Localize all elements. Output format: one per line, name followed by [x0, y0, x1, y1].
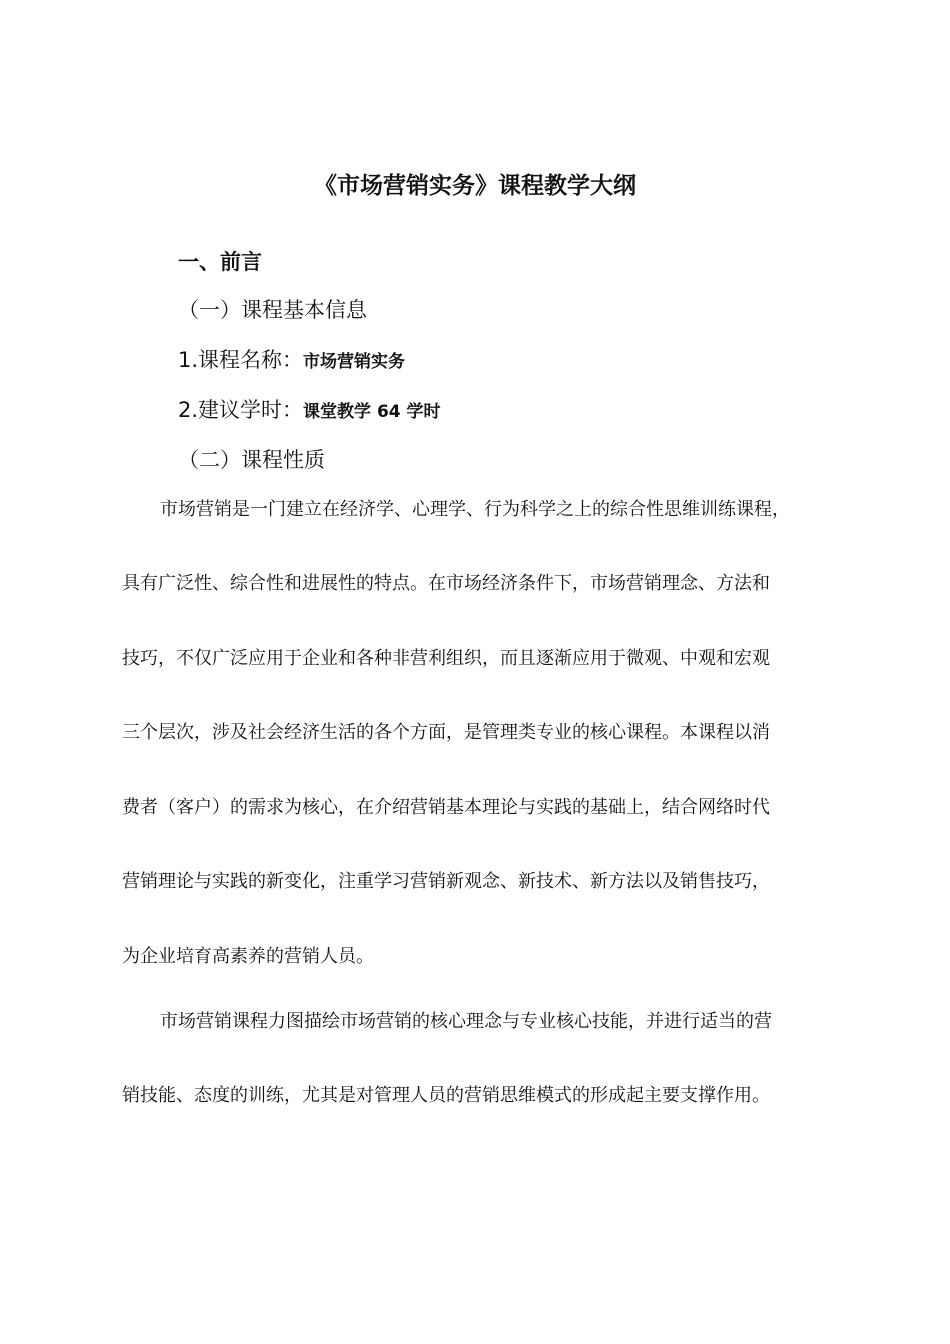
paragraph-course-nature-1	[122, 495, 832, 985]
section-heading-preface: 一、前言	[178, 250, 262, 274]
subsection-heading-basic-info: （一）课程基本信息	[178, 298, 367, 322]
info-item-suggested-hours	[178, 395, 441, 427]
paragraph-line: 营销理论与实践的新变化，注重学习营销新观念、新技术、新方法以及销售技巧，	[122, 871, 770, 892]
info-item-course-name	[178, 345, 405, 377]
paragraph-line: 销技能、态度的训练，尤其是对管理人员的营销思维模式的形成起主要支撑作用。	[122, 1085, 770, 1106]
paragraph-line: 市场营销课程力图描绘市场营销的核心理念与专业核心技能，并进行适当的营	[160, 1011, 772, 1032]
paragraph-line: 三个层次，涉及社会经济生活的各个方面，是管理类专业的核心课程。本课程以消	[122, 722, 770, 743]
paragraph-course-nature-2	[122, 1007, 832, 1117]
paragraph-line: 市场营销是一门建立在经济学、心理学、行为科学之上的综合性思维训练课程，	[160, 499, 790, 520]
subsection-heading-course-nature: （二）课程性质	[178, 448, 325, 472]
document-title: 《市场营销实务》课程教学大纲	[314, 173, 636, 199]
paragraph-line: 为企业培育高素养的营销人员。	[122, 946, 374, 967]
info-item-label: 1.课程名称：	[178, 348, 304, 372]
info-item-value: 市场营销实务	[303, 352, 406, 372]
info-item-value: 课堂教学 64 学时	[303, 402, 441, 422]
paragraph-line: 费者（客户）的需求为核心，在介绍营销基本理论与实践的基础上，结合网络时代	[122, 797, 770, 818]
paragraph-line: 技巧，不仅广泛应用于企业和各种非营利组织，而且逐渐应用于微观、中观和宏观	[122, 648, 770, 669]
paragraph-line: 具有广泛性、综合性和进展性的特点。在市场经济条件下，市场营销理念、方法和	[122, 573, 770, 594]
info-item-label: 2.建议学时：	[178, 398, 304, 422]
